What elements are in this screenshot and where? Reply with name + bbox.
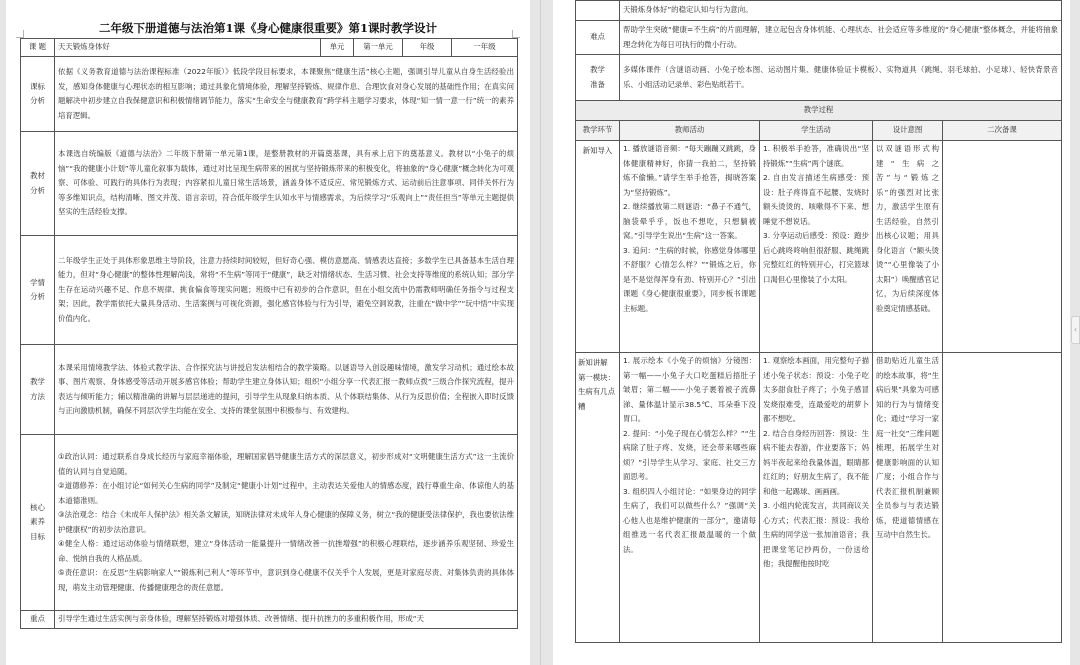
teacher-step: 2. 继续播放第二则谜语：“鼻子不通气，脑袋晕乎乎，饭也不想吃，只想躺被窝。”引导学生说出“生病”这一答案。 — [623, 202, 756, 240]
student-step: 1. 观察绘本画面，用完整句子描述小兔子状态：预设：小兔子吃太多甜食肚子疼了；小兔子感冒发烧很难受，连最爱吃的胡萝卜都不想吃。 — [763, 356, 869, 423]
difficulty-text: 帮助学生突破“健康=不生病”的片面理解，建立起包含身体机能、心理状态、社会适应等多维度的“身心健康”整体概念，并能将抽象理念转化为每日可执行的微小行动。 — [620, 21, 1062, 55]
unit-value: 第一单元 — [354, 39, 403, 57]
student-step: 3. 分享运动后感受：预设：跑步后心跳咚咚响但很舒服、跳绳跳完整红红的特别开心，打完篮球口渴但心里像装了小太阳。 — [763, 231, 869, 284]
continued-text: 天锻炼身体好”的稳定认知与行为意向。 — [620, 1, 1062, 21]
col-header-notes: 二次备课 — [943, 121, 1062, 141]
student-activity — [760, 141, 873, 353]
unit-label: 单元 — [321, 39, 354, 57]
stage-row — [576, 141, 1062, 353]
design-intent: 借助贴近儿童生活的绘本故事，将“生病后果”具象为可感知的行为与情绪变化；通过“学习一家庭一社交”三维问题梳理，拓展学生对健康影响面的认知广度；小组合作与代表汇报机制兼顾全员参与与表达锻炼，使道德情感在互动中自然生长。 — [873, 353, 943, 643]
section-text: 二年级学生正处于具体形象思维主导阶段，注意力持续时间较短，但好奇心强、模仿意愿高、情感表达直接；多数学生已具备基本生活自理能力，但对“身心健康”的整体性理解尚浅，常将“不生病”等同于“健康”，缺乏对情绪状态、生活习惯、社会支持等维度的系统认知；部分学生存在运动兴趣不足、作息不规律、挑食偏食等现实问题；班级中已有初步的合作意识，但在小组交流中仍需教师明确任务指令与过程支架；因此，教学需依托大量具身活动、生活案例与可视化资源，强化感官体验与行为引导，避免空洞说教，注重在“做中学”“玩中悟”中实现价值内化。 — [55, 236, 518, 345]
topic-value: 天天锻炼身体好 — [55, 39, 321, 57]
difficulty-label: 难点 — [576, 21, 620, 55]
lesson-process-table — [575, 0, 1062, 643]
design-intent: 以双谜语形式构建“生病之苦”与“锻炼之乐”的强烈对比张力，激活学生原有生活经验，自然引出核心议题；用具身化语言（“额头烫烫”“心里像装了小太阳”）唤醒感官记忆，为后续深度体验奠定情感基础。 — [873, 141, 943, 353]
student-step: 2. 自由发言描述生病感受：预设：肚子疼得直不起腰、发烧时额头烫烫的、咳嗽得不下来、想睡觉不想说话。 — [763, 173, 869, 226]
second-prep-notes[interactable] — [943, 141, 1062, 353]
teacher-activity — [620, 353, 760, 643]
student-activity — [760, 353, 873, 643]
teacher-step: 3. 追问：“生病的时候，你感觉身体哪里不舒服？心情怎么样？”“锻炼之后，你是不是觉得浑身有劲、特别开心？”引出课题《身心健康很重要》，同步板书课题主标题。 — [623, 245, 756, 313]
grade-value: 一年级 — [452, 39, 518, 57]
stage-name: 新知讲解 第一模块： 生病有几点糟 — [576, 353, 620, 643]
prep-row — [576, 55, 1062, 101]
process-title-row — [576, 101, 1062, 121]
teacher-step: 2. 提问：“小兔子现在心情怎么样？”“生病除了肚子疼、发烧，还会带来哪些麻烦？”引导学生从学习、家庭、社交三方面思考。 — [623, 428, 756, 481]
grade-label: 年级 — [403, 39, 452, 57]
section-label: 教学 方法 — [21, 345, 55, 435]
section-row — [21, 132, 518, 236]
process-title: 教学过程 — [576, 101, 1062, 121]
section-label: 学情 分析 — [21, 236, 55, 345]
goal-line: ⑤责任意识：在反思“生病影响家人”“锻炼利己利人”等环节中，意识到身心健康不仅关乎个人发展，更是对家庭尽责、对集体负责的具体体现，萌发主动管理健康、传播健康理念的责任意愿。 — [58, 568, 514, 592]
section-text — [55, 435, 518, 611]
section-text: 本课选自统编版《道德与法治》二年级下册第一单元第1课，是整册教材的开篇奠基课，具有承上启下的奠基意义。教材以“小兔子的烦恼”“我的健康小计划”等儿童化叙事为载体，通过对比呈现生病带来的困扰与坚持锻炼带来的积极变化，将抽象的“身心健康”概念转化为可观察、可体验、可践行的具体行为表现；内容紧扣儿童日常生活场景，涵盖身体不适反应、常见锻炼方式、运动前后注意事项、同伴关怀行为等多维知识点，结构清晰、图文并茂、语言亲切，符合低年级学生认知水平与情感需求，为后续学习“乐观向上”“责任担当”等单元主题提供坚实的生活经验支撑。 — [55, 132, 518, 236]
goal-line: ②道德修养：在小组讨论“如何关心生病的同学”及制定“健康小计划”过程中，主动表达关爱他人的情感态度，践行尊重生命、体谅他人的基本道德准则。 — [58, 481, 514, 505]
col-header-teacher: 教师活动 — [620, 121, 760, 141]
col-header-stage: 教学环节 — [576, 121, 620, 141]
continued-label — [576, 1, 620, 21]
student-step: 3. 小组内轮流发言，共同商议关心方式；代表汇报：预设：我给生病的同学送一张加油语音；我把课堂笔记抄两份，一份送给他；我提醒他按时吃 — [763, 501, 869, 568]
student-step: 1. 积极举手抢答，准确说出“坚持锻炼”“生病”两个谜底。 — [763, 144, 869, 168]
col-header-intent: 设计意图 — [873, 121, 943, 141]
topic-label: 课 题 — [21, 39, 55, 57]
page-title: 二年级下册道德与法治第1课《身心健康很重要》第1课时教学设计 — [99, 21, 437, 35]
goal-line: ③法治观念：结合《未成年人保护法》相关条文解读，知晓法律对未成年人身心健康的保障义务，树立“我的健康受法律保护，我也要依法维护健康权”的初步法治意识。 — [58, 510, 514, 534]
teacher-step: 1. 播放谜语音频：“每天蹦蹦又跳跳，身体健康精神好，你猜一我拍二，坚持锻炼不偷懒。”请学生举手抢答，揭晓答案为“坚持锻炼”。 — [623, 144, 756, 197]
section-text: 依据《义务教育道德与法治课程标准（2022年版）》低段学段目标要求，本课聚焦“健康生活”核心主题，强调引导儿童从自身生活经验出发，感知身体健康与心理状态的相互影响；通过具象化情境体验，理解坚持锻炼、规律作息、合理饮食对身心发展的基础性作用；在真实问题解决中初步建立自我保健意识和积极情绪调节能力，落实“生命安全与健康教育”跨学科主题学习要求，体现“知一情一意一行”统一的素养培育逻辑。 — [55, 57, 518, 132]
col-header-student: 学生活动 — [760, 121, 873, 141]
page-divider — [540, 0, 541, 665]
difficulty-row — [576, 21, 1062, 55]
document-page-right — [553, 0, 1070, 665]
goal-line: ①政治认同：通过联系自身成长经历与家庭幸福体验，理解国家倡导健康生活方式的深层意义，初步形成对“文明健康生活方式”这一主流价值的认同与自觉追随。 — [58, 452, 514, 476]
continued-row — [576, 1, 1062, 21]
section-text: 引导学生通过生活实例与亲身体验，理解坚持锻炼对增强体质、改善情绪、提升抗挫力的多重积极作用，形成“天 — [55, 611, 518, 629]
student-step: 2. 结合自身经历回答：预设：生病不能去春游，作业要落下；妈妈半夜起来给我量体温，眼睛都红红的；好朋友生病了，我不能和他一起踢球、画画画。 — [763, 428, 869, 496]
section-label: 重点 — [21, 611, 55, 629]
section-row — [21, 57, 518, 132]
teacher-step: 3. 组织四人小组讨论：“如果身边的同学生病了，我们可以做些什么？”强调“关心他人也是维护健康的一部分”，邀请每组推选一名代表汇报最温暖的一个做法。 — [623, 486, 756, 554]
section-label: 课标 分析 — [21, 57, 55, 132]
column-header-row — [576, 121, 1062, 141]
section-row — [21, 435, 518, 611]
lesson-plan-table — [20, 38, 518, 629]
side-panel-toggle[interactable]: ‹ — [1071, 316, 1080, 344]
document-page-left — [6, 0, 530, 665]
header-row — [21, 39, 518, 57]
prep-label: 教学 准备 — [576, 55, 620, 101]
section-row — [21, 611, 518, 629]
second-prep-notes[interactable] — [943, 353, 1062, 643]
stage-name: 新知导入 — [576, 141, 620, 353]
section-text: 本课采用情境教学法、体验式教学法、合作探究法与讲授启发法相结合的教学策略。以谜语导入创设趣味情境，激发学习动机；通过绘本故事、图片观察、身体感受等活动开展多感官体验；帮助学生建立身体认知；组织“小组分享一代表汇报一教师点拨”三级合作探究流程，提升表达与倾听能力；辅以精准确的讲解与层层递进的提问，引导学生从现象归纳本质、从个体联结集体、从行为反思价值；全程嵌入即时反馈与正向激励机制，确保不同层次学生均能在安全、支持的课堂氛围中积极参与、有效建构。 — [55, 345, 518, 435]
prep-text: 多媒体课件（含谜语动画、小兔子绘本图、运动图片集、健康体验证卡模板）、实物道具（跳绳、羽毛球拍、小足球）、轻快背景音乐、小组活动记录单、彩色贴纸若干。 — [620, 55, 1062, 101]
section-label: 核心 素养 目标 — [21, 435, 55, 611]
section-row — [21, 345, 518, 435]
teacher-step: 1. 展示绘本《小兔子的烦恼》分镜图：第一幅——小兔子大口吃蛋糕后捂肚子皱眉；第二幅——小兔子裹着被子流鼻涕、量体温计显示38.5℃、耳朵垂下没胃口。 — [623, 356, 756, 423]
goal-line: ④健全人格：通过运动体验与情绪联想，建立“身体活动一能量提升一情绪改善一抗挫增强”的积极心理联结，逐步涵养乐观坚韧、珍爱生命、悦纳自我的人格品质。 — [58, 539, 514, 563]
stage-row — [576, 353, 1062, 643]
section-label: 教材 分析 — [21, 132, 55, 236]
teacher-activity — [620, 141, 760, 353]
section-row — [21, 236, 518, 345]
